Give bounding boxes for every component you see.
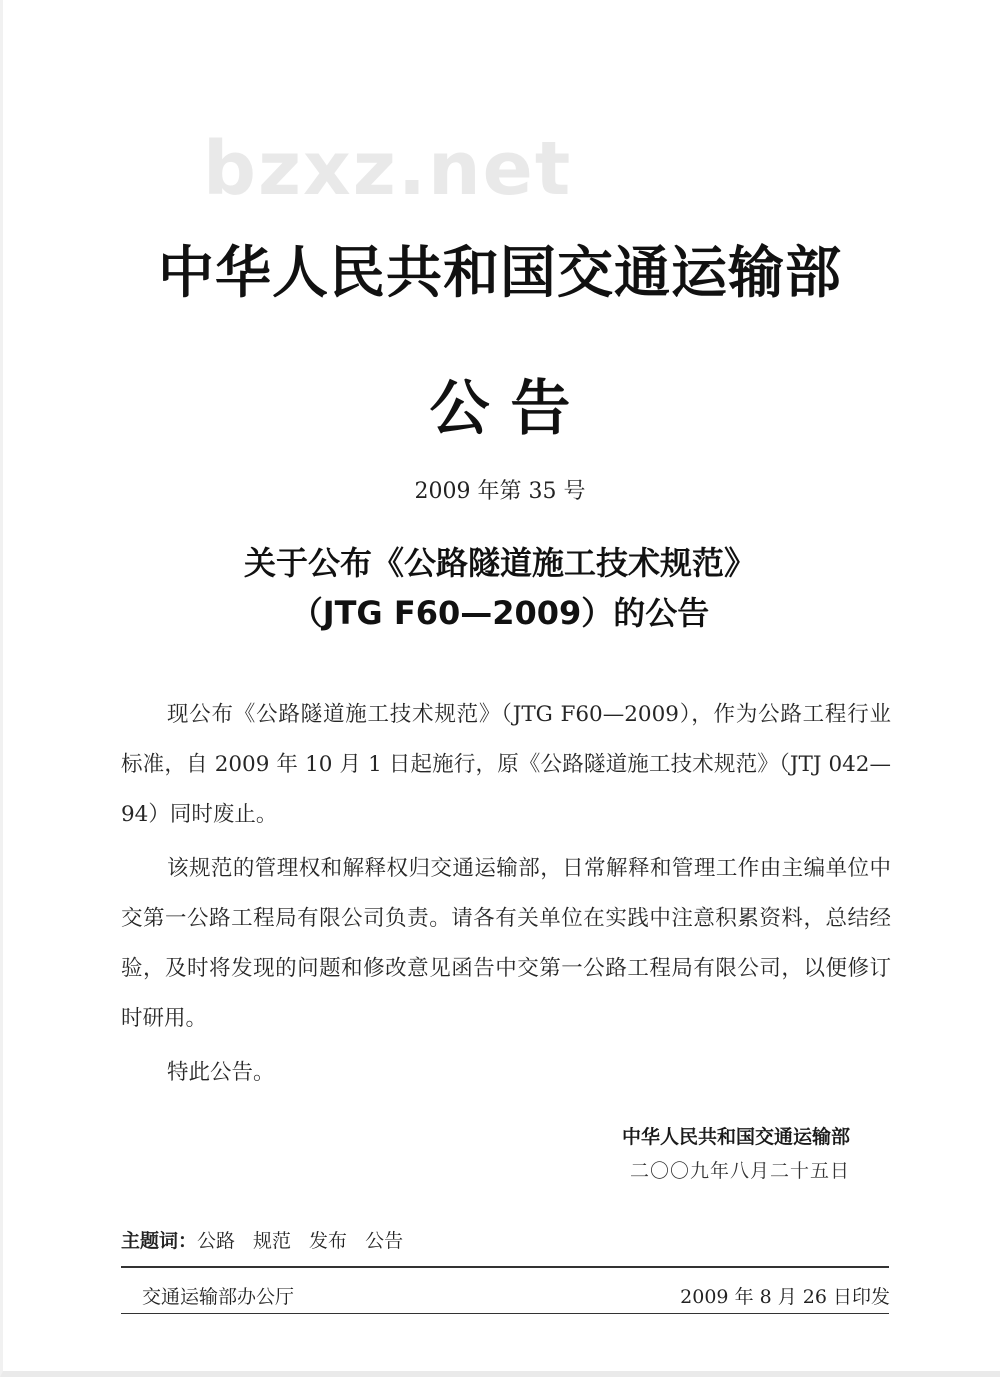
footer-top-rule — [121, 1266, 889, 1268]
keyword-item: 发布 — [309, 1230, 348, 1252]
footer-bottom-rule — [121, 1313, 889, 1314]
watermark: bzxz.net — [203, 126, 573, 212]
signature-block — [622, 1120, 850, 1188]
document-number: 2009 年第 35 号 — [414, 479, 586, 504]
keyword-item: 规范 — [253, 1230, 292, 1252]
body-paragraph-3: 特此公告。 — [167, 1060, 275, 1085]
keyword-item: 公路 — [197, 1230, 236, 1252]
keywords-label: 主题词： — [121, 1230, 198, 1252]
announcement-body — [121, 690, 891, 1102]
signature-date: 二〇〇九年八月二十五日 — [629, 1160, 850, 1182]
subject-title-line-2: （JTG F60—2009）的公告 — [290, 594, 710, 632]
body-paragraph-2: 该规范的管理权和解释权归交通运输部，日常解释和管理工作由主编单位中交第一公路工程局有限公司负责。请各有关单位在实践中注意积累资料，总结经验，及时将发现的问题和修改意见函告中交第一公路工程局有限公司，以便修订时研用。 — [121, 856, 891, 1031]
subject-title-line-1: 关于公布《公路隧道施工技术规范》 — [243, 544, 756, 582]
body-paragraph-1: 现公布《公路隧道施工技术规范》（JTG F60—2009），作为公路工程行业标准，自 2009 年 10 月 1 日起施行，原《公路隧道施工技术规范》（JTJ 042—94）同时废止。 — [121, 702, 891, 827]
issuer-name: 中华人民共和国交通运输部 — [158, 241, 842, 306]
keyword-item: 公告 — [365, 1230, 404, 1252]
issuing-office: 交通运输部办公厅 — [142, 1286, 295, 1308]
keywords-line — [121, 1226, 421, 1253]
signature-organization: 中华人民共和国交通运输部 — [621, 1126, 850, 1148]
document-type-title: 公 告 — [429, 374, 571, 444]
subject-title — [0, 538, 1000, 638]
print-date: 2009 年 8 月 26 日印发 — [680, 1286, 890, 1308]
